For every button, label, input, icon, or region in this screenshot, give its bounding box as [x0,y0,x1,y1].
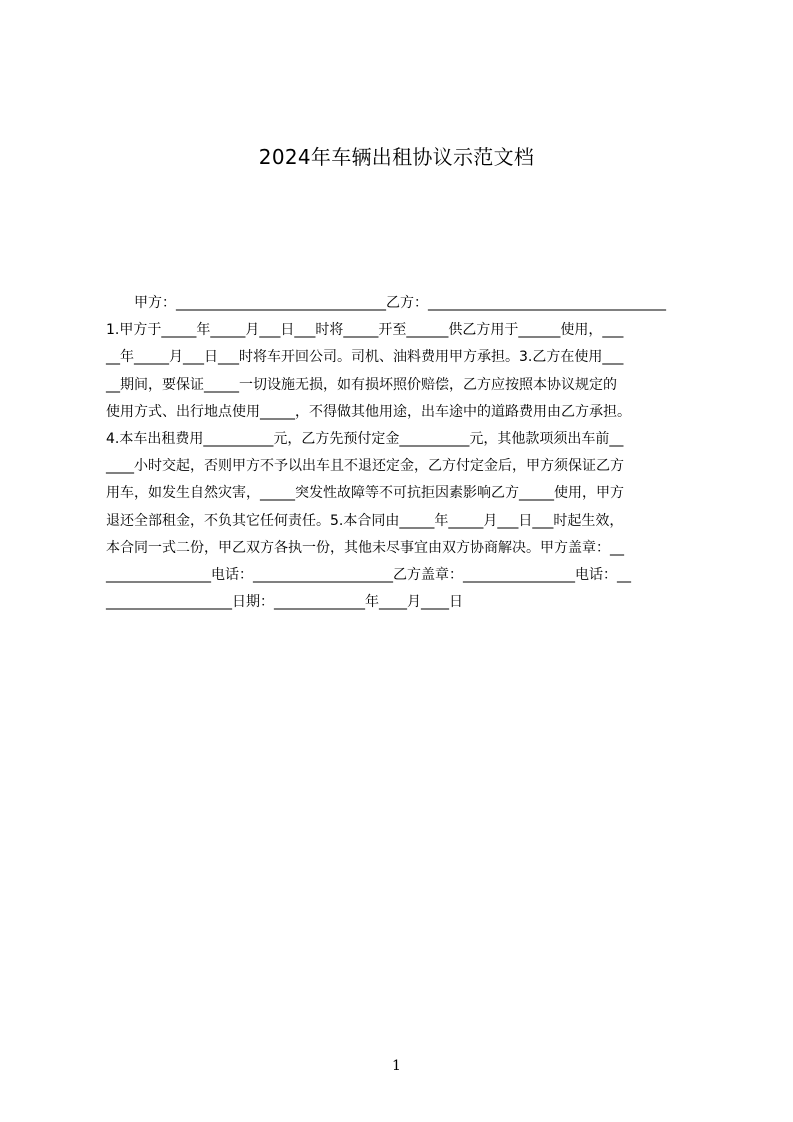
body-line: 1.甲方于_____年_____月___日___时将_____开至______供乙方用于______使用，___ [106,322,624,339]
document-body [106,290,706,616]
document-title: 2024年车辆出租协议示范文档 [258,145,535,169]
body-line: 用车，如发生自然灾害，_____突发性故障等不可抗拒因素影响乙方_____使用，甲方 [106,485,624,502]
body-line: __年_____月___日___时将车开回公司。司机、油料费用甲方承担。3.乙方在使用___ [106,349,624,366]
body-line: 退还全部租金，不负其它任何责任。5.本合同由_____年_____月___日___时起生效， [106,512,624,529]
body-line: __期间，要保证_____一切设施无损，如有损坏照价赔偿，乙方应按照本协议规定的 [106,376,617,393]
body-line: __________________日期：_____________年____月____日 [106,594,463,611]
body-line: 使用方式、出行地点使用_____，不得做其他用途，出车途中的道路费用由乙方承担。 [106,403,631,420]
body-line: 4.本车出租费用__________元，乙方先预付定金__________元，其他款项须出车前__ [106,430,624,447]
body-line: ____小时交起，否则甲方不予以出车且不退还定金，乙方付定金后，甲方须保证乙方 [106,458,624,475]
body-line: _______________电话：____________________乙方盖章：________________电话：__ [106,566,631,583]
page-number: 1 [392,1058,401,1074]
body-line: 甲方：______________________________乙方：__________________________________ [106,295,666,311]
body-line: 本合同一式二份，甲乙双方各执一份，其他未尽事宜由双方协商解决。甲方盖章：__ [106,539,624,556]
